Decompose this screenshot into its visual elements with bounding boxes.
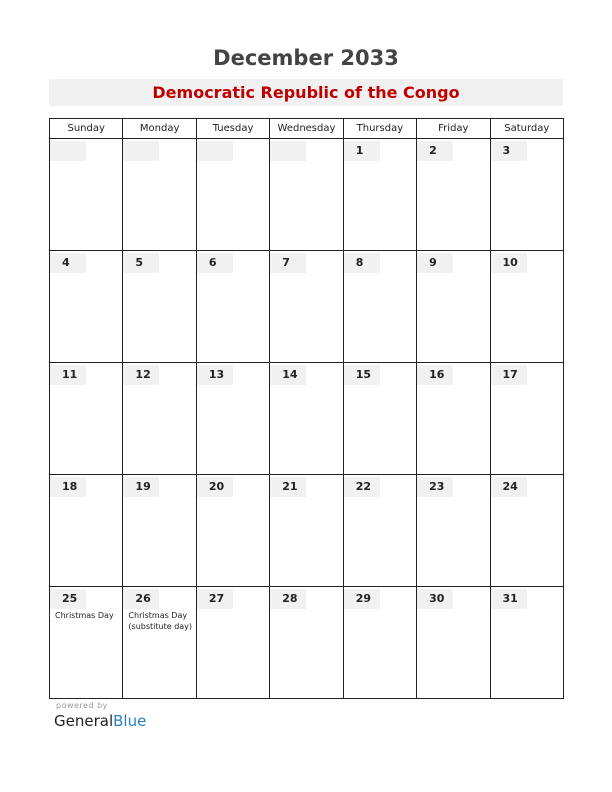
calendar-grid: [49, 118, 564, 699]
calendar-day-cell[interactable]: [123, 475, 196, 587]
day-number: 15: [344, 365, 380, 385]
day-number: [123, 141, 159, 161]
calendar-day-cell[interactable]: [343, 363, 416, 475]
calendar-day-cell[interactable]: [417, 139, 490, 251]
calendar-day-cell[interactable]: [270, 139, 343, 251]
day-number: 11: [50, 365, 86, 385]
country-name: Democratic Republic of the Congo: [49, 79, 563, 106]
calendar-day-cell[interactable]: [490, 587, 563, 699]
calendar-week-row: [50, 139, 564, 251]
calendar-day-cell[interactable]: [343, 139, 416, 251]
day-number: 12: [123, 365, 159, 385]
calendar-day-cell[interactable]: [196, 139, 269, 251]
calendar-week-row: [50, 251, 564, 363]
calendar-day-cell[interactable]: [50, 587, 123, 699]
day-number: 17: [491, 365, 527, 385]
day-number: 13: [197, 365, 233, 385]
calendar-day-cell[interactable]: [343, 475, 416, 587]
calendar-day-cell[interactable]: [343, 251, 416, 363]
day-number: 29: [344, 589, 380, 609]
calendar-week-row: [50, 363, 564, 475]
day-number: 25: [50, 589, 86, 609]
day-number: 16: [417, 365, 453, 385]
calendar-day-cell[interactable]: [196, 363, 269, 475]
day-number: 23: [417, 477, 453, 497]
calendar-day-cell[interactable]: [417, 475, 490, 587]
day-number: 24: [491, 477, 527, 497]
day-number: 20: [197, 477, 233, 497]
weekday-header-row: [50, 119, 564, 139]
calendar-day-cell[interactable]: [50, 475, 123, 587]
calendar-day-cell[interactable]: [196, 475, 269, 587]
weekday-sunday: Sunday: [50, 119, 123, 139]
calendar-day-cell[interactable]: [50, 363, 123, 475]
calendar-body: [50, 139, 564, 699]
brand-general: General: [54, 712, 114, 730]
calendar-day-cell[interactable]: [490, 139, 563, 251]
day-number: [197, 141, 233, 161]
day-number: 31: [491, 589, 527, 609]
calendar-day-cell[interactable]: [50, 251, 123, 363]
calendar-day-cell[interactable]: [490, 475, 563, 587]
day-number: 26: [123, 589, 159, 609]
day-number: 28: [270, 589, 306, 609]
calendar-day-cell[interactable]: [123, 251, 196, 363]
day-number: 6: [197, 253, 233, 273]
day-number: 7: [270, 253, 306, 273]
calendar-day-cell[interactable]: [417, 363, 490, 475]
weekday-wednesday: Wednesday: [270, 119, 343, 139]
calendar-day-cell[interactable]: [417, 587, 490, 699]
calendar-day-cell[interactable]: [123, 139, 196, 251]
calendar-day-cell[interactable]: [270, 363, 343, 475]
calendar-week-row: [50, 475, 564, 587]
calendar-day-cell[interactable]: [196, 251, 269, 363]
holiday-label: Christmas Day (substitute day): [128, 611, 193, 631]
brand-blue: Blue: [113, 712, 147, 730]
day-number: 18: [50, 477, 86, 497]
weekday-thursday: Thursday: [343, 119, 416, 139]
calendar-day-cell[interactable]: [123, 363, 196, 475]
calendar-day-cell[interactable]: [270, 587, 343, 699]
day-number: 1: [344, 141, 380, 161]
day-number: 21: [270, 477, 306, 497]
day-number: 3: [491, 141, 527, 161]
day-number: 10: [491, 253, 527, 273]
calendar-day-cell[interactable]: [270, 251, 343, 363]
calendar-day-cell[interactable]: [490, 363, 563, 475]
day-number: 30: [417, 589, 453, 609]
calendar-day-cell[interactable]: [123, 587, 196, 699]
day-number: 27: [197, 589, 233, 609]
day-number: [50, 141, 86, 161]
calendar-week-row: [50, 587, 564, 699]
day-number: 22: [344, 477, 380, 497]
calendar-day-cell[interactable]: [196, 587, 269, 699]
day-number: 4: [50, 253, 86, 273]
calendar-day-cell[interactable]: [343, 587, 416, 699]
calendar-day-cell[interactable]: [490, 251, 563, 363]
day-number: 5: [123, 253, 159, 273]
calendar-day-cell[interactable]: [50, 139, 123, 251]
day-number: 2: [417, 141, 453, 161]
day-number: [270, 141, 306, 161]
weekday-friday: Friday: [417, 119, 490, 139]
holiday-label: Christmas Day: [55, 611, 114, 620]
powered-by-label: powered by: [56, 701, 108, 710]
page-title: December 2033: [213, 46, 399, 70]
weekday-monday: Monday: [123, 119, 196, 139]
weekday-tuesday: Tuesday: [196, 119, 269, 139]
day-number: 19: [123, 477, 159, 497]
day-number: 9: [417, 253, 453, 273]
day-number: 8: [344, 253, 380, 273]
day-number: 14: [270, 365, 306, 385]
weekday-saturday: Saturday: [490, 119, 563, 139]
brand-logo[interactable]: [54, 712, 146, 730]
calendar-day-cell[interactable]: [417, 251, 490, 363]
calendar-day-cell[interactable]: [270, 475, 343, 587]
